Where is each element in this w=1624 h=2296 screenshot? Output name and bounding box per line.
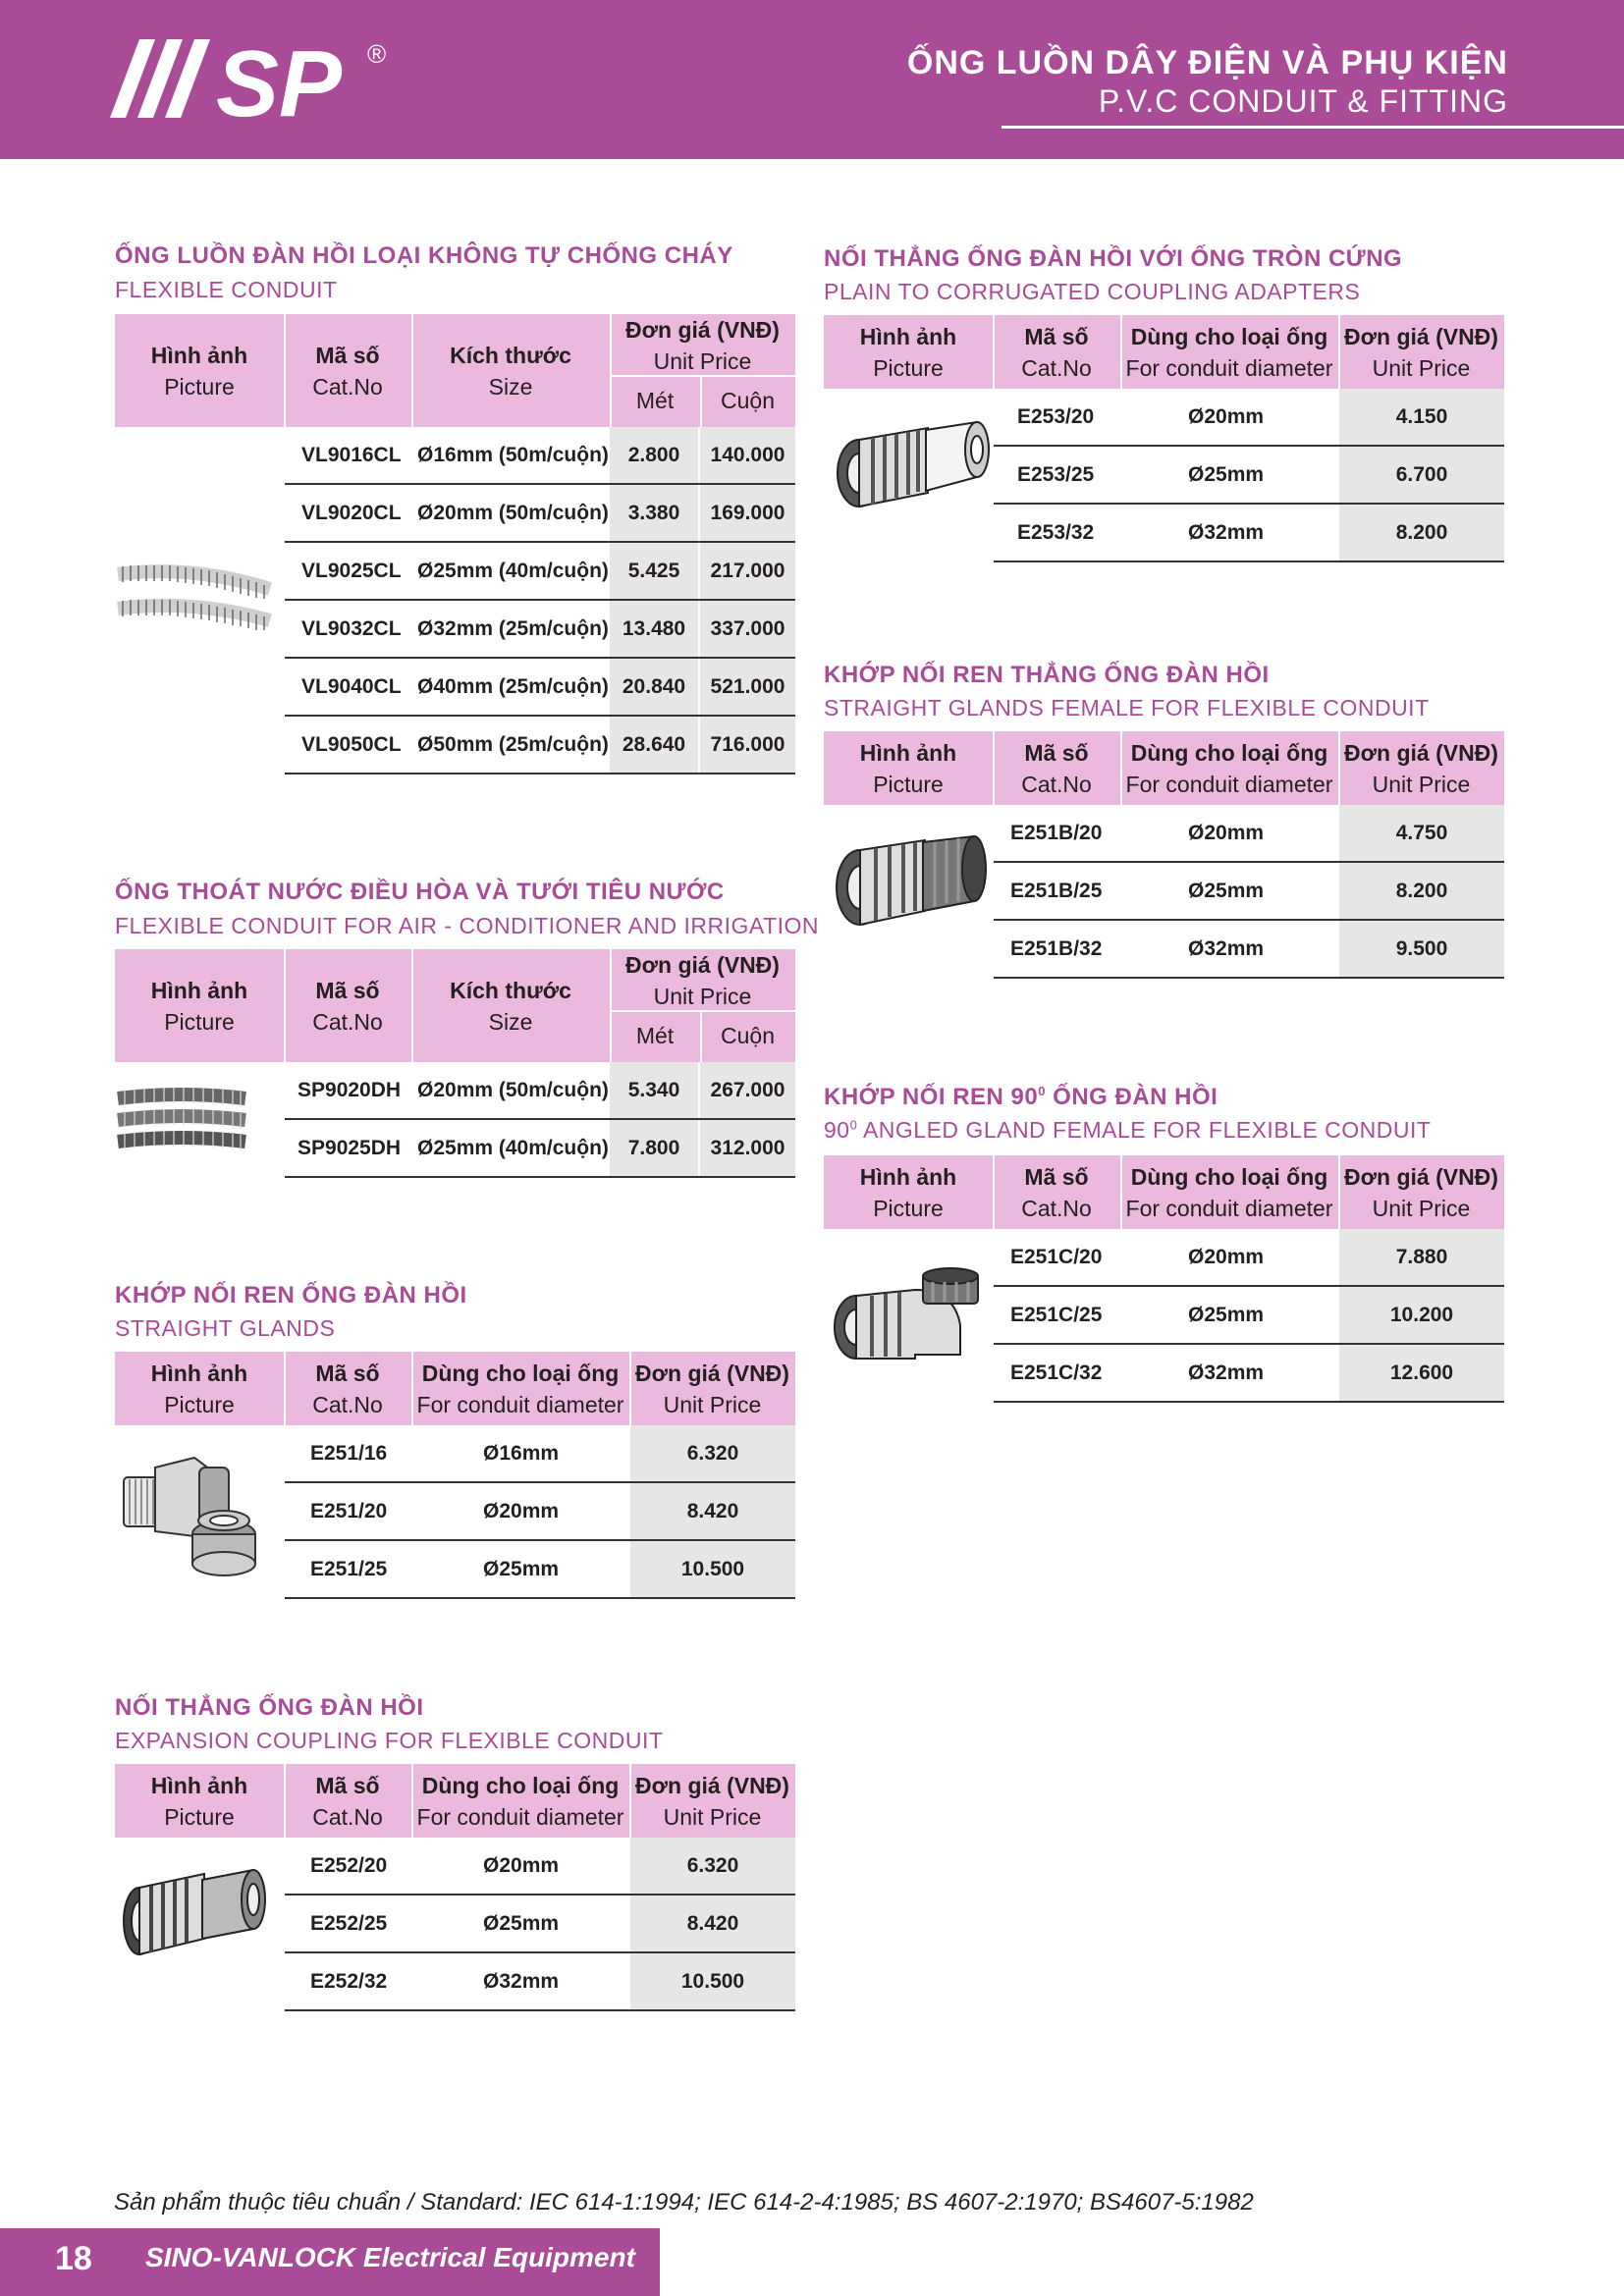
table-row: [994, 1345, 1504, 1403]
unit-price: 10.200: [1339, 1287, 1504, 1343]
unit-price: 4.750: [1339, 805, 1504, 861]
price-met: 2.800: [610, 427, 698, 483]
cat-no: E253/32: [1017, 521, 1095, 544]
s2-table: [115, 949, 795, 1062]
size: Ø20mm (50m/cuộn): [417, 502, 609, 524]
s5-col-price: Đơn giá (VNĐ) Unit Price: [1344, 324, 1498, 381]
header-underline: [1001, 126, 1624, 129]
unit-price: 10.500: [630, 1541, 795, 1597]
s2-col-cuon: Cuộn: [721, 1023, 775, 1048]
s5-table: [824, 315, 1504, 389]
table-row: [994, 447, 1504, 505]
cat-no: E251C/20: [1010, 1246, 1103, 1268]
diameter: Ø20mm: [1188, 822, 1265, 844]
table-row: [285, 485, 795, 543]
table-row: [994, 1229, 1504, 1287]
unit-price: 6.320: [630, 1425, 795, 1481]
cat-no: E251/20: [310, 1500, 388, 1522]
s3-table: [115, 1352, 795, 1425]
cat-no: VL9050CL: [301, 733, 402, 756]
table-row: [285, 1425, 795, 1483]
diameter: Ø25mm: [1188, 463, 1265, 486]
table-row: [285, 1541, 795, 1599]
s6-col-diameter: Dùng cho loại ống For conduit diameter: [1125, 740, 1333, 797]
table-row: [994, 505, 1504, 562]
diameter: Ø32mm: [1188, 521, 1265, 544]
s5-col-diameter: Dùng cho loại ống For conduit diameter: [1125, 324, 1333, 381]
table-row: [285, 543, 795, 601]
price-cuon: 337.000: [700, 601, 795, 657]
flexible-conduit-picture: [113, 560, 275, 638]
s4-table: [115, 1764, 795, 1838]
cat-no: E251C/25: [1010, 1304, 1103, 1326]
size: Ø16mm (50m/cuộn): [417, 444, 609, 466]
s7-col-picture: Hình ảnh Picture: [859, 1164, 957, 1221]
unit-price: 10.500: [630, 1953, 795, 2009]
s7-col-catno: Mã số Cat.No: [1021, 1164, 1092, 1221]
sp-logo: [110, 29, 405, 128]
header-bar: [0, 0, 1624, 159]
size: Ø50mm (25m/cuộn): [417, 733, 609, 756]
s6-title-vi: KHỚP NỐI REN THẲNG ỐNG ĐÀN HỒI: [824, 662, 1270, 688]
s4-col-picture: Hình ảnh Picture: [150, 1773, 248, 1830]
cat-no: SP9020DH: [298, 1079, 402, 1101]
price-cuon: 169.000: [700, 485, 795, 541]
cat-no: SP9025DH: [298, 1137, 402, 1159]
s1-title-en: FLEXIBLE CONDUIT: [115, 277, 338, 302]
s7-col-price: Đơn giá (VNĐ) Unit Price: [1344, 1164, 1498, 1221]
cat-no: VL9025CL: [301, 560, 402, 582]
expansion-coupling-picture: [116, 1860, 273, 1963]
price-cuon: 521.000: [700, 659, 795, 715]
s3-col-picture: Hình ảnh Picture: [150, 1361, 248, 1417]
registered-mark: ®: [367, 39, 387, 69]
diameter: Ø20mm: [483, 1854, 560, 1877]
price-cuon: 312.000: [700, 1120, 795, 1176]
s1-col-picture: Hình ảnh Picture: [150, 343, 248, 400]
size: Ø32mm (25m/cuộn): [417, 617, 609, 640]
table-row: [285, 1953, 795, 2011]
page-number: 18: [55, 2240, 92, 2277]
s6-col-picture: Hình ảnh Picture: [859, 740, 957, 797]
price-met: 3.380: [610, 485, 698, 541]
s3-title-vi: KHỚP NỐI REN ỐNG ĐÀN HỒI: [115, 1282, 467, 1308]
s2-col-met: Mét: [635, 1023, 675, 1048]
table-row: [994, 921, 1504, 979]
unit-price: 6.320: [630, 1838, 795, 1894]
s1-col-catno: Mã số Cat.No: [312, 343, 383, 400]
diameter: Ø16mm: [483, 1442, 560, 1465]
s7-title-vi: KHỚP NỐI REN $90^0$ ỐNG ĐÀN HỒI: [824, 1084, 1218, 1110]
diameter: Ø32mm: [483, 1970, 560, 1993]
cat-no: VL9040CL: [301, 675, 402, 698]
s4-col-catno: Mã số Cat.No: [312, 1773, 383, 1830]
size: Ø25mm (40m/cuộn): [417, 1137, 609, 1159]
s6-col-catno: Mã số Cat.No: [1021, 740, 1092, 797]
ac-conduit-picture: [113, 1085, 250, 1158]
s6-col-price: Đơn giá (VNĐ) Unit Price: [1344, 740, 1498, 797]
diameter: Ø32mm: [1188, 1362, 1265, 1384]
coupling-adapter-picture: [830, 412, 997, 510]
unit-price: 12.600: [1339, 1345, 1504, 1401]
s5-col-catno: Mã số Cat.No: [1021, 324, 1092, 381]
table-row: [994, 863, 1504, 921]
angled-gland-picture: [827, 1266, 994, 1369]
s2-col-catno: Mã số Cat.No: [312, 978, 383, 1035]
table-row: [285, 1483, 795, 1541]
company-name: SINO-VANLOCK Electrical Equipment: [145, 2242, 635, 2272]
cat-no: E251/16: [310, 1442, 388, 1465]
s7-col-diameter: Dùng cho loại ống For conduit diameter: [1125, 1164, 1333, 1221]
diameter: Ø20mm: [1188, 1246, 1265, 1268]
size: Ø40mm (25m/cuộn): [417, 675, 609, 698]
s1-col-size: Kích thước Size: [450, 343, 571, 400]
straight-gland-picture: [116, 1438, 263, 1580]
cat-no: VL9016CL: [301, 444, 402, 466]
s2-col-size: Kích thước Size: [450, 978, 571, 1035]
table-row: [285, 659, 795, 717]
s3-col-catno: Mã số Cat.No: [312, 1361, 383, 1417]
table-row: [285, 1896, 795, 1953]
price-met: 20.840: [610, 659, 698, 715]
diameter: Ø32mm: [1188, 937, 1265, 960]
diameter: Ø20mm: [483, 1500, 560, 1522]
cat-no: E251B/25: [1010, 880, 1103, 902]
cat-no: E251B/32: [1010, 937, 1103, 960]
price-met: 28.640: [610, 717, 698, 773]
table-row: [994, 389, 1504, 447]
cat-no: E253/20: [1017, 405, 1095, 428]
price-cuon: 140.000: [700, 427, 795, 483]
s5-title-en: PLAIN TO CORRUGATED COUPLING ADAPTERS: [824, 279, 1361, 304]
s4-col-price: Đơn giá (VNĐ) Unit Price: [635, 1773, 789, 1830]
cat-no: E251B/20: [1010, 822, 1103, 844]
price-cuon: 716.000: [700, 717, 795, 773]
diameter: Ø25mm: [483, 1912, 560, 1935]
cat-no: VL9032CL: [301, 617, 402, 640]
cat-no: E252/25: [310, 1912, 388, 1935]
s2-title-vi: ỐNG THOÁT NƯỚC ĐIỀU HÒA VÀ TƯỚI TIÊU NƯỚC: [115, 879, 725, 905]
price-met: 5.425: [610, 543, 698, 599]
unit-price: 8.420: [630, 1896, 795, 1951]
diameter: Ø25mm: [1188, 880, 1265, 902]
unit-price: 4.150: [1339, 389, 1504, 445]
s4-title-en: EXPANSION COUPLING FOR FLEXIBLE CONDUIT: [115, 1728, 664, 1753]
cat-no: E252/32: [310, 1970, 388, 1993]
s2-col-price: Đơn giá (VNĐ) Unit Price: [625, 952, 780, 1009]
unit-price: 9.500: [1339, 921, 1504, 977]
table-row: [285, 427, 795, 485]
unit-price: 8.420: [630, 1483, 795, 1539]
table-row: [285, 1838, 795, 1896]
price-cuon: 217.000: [700, 543, 795, 599]
s2-title-en: FLEXIBLE CONDUIT FOR AIR - CONDITIONER AND IRRIGATION: [115, 913, 820, 938]
unit-price: 6.700: [1339, 447, 1504, 503]
cat-no: E253/25: [1017, 463, 1095, 486]
table-row: [285, 717, 795, 774]
diameter: Ø20mm: [1188, 405, 1265, 428]
s5-col-picture: Hình ảnh Picture: [859, 324, 957, 381]
s6-table: [824, 731, 1504, 805]
cat-no: VL9020CL: [301, 502, 402, 524]
price-met: 5.340: [610, 1062, 698, 1118]
cat-no: E251/25: [310, 1558, 388, 1580]
header-title-vi: ỐNG LUỒN DÂY ĐIỆN VÀ PHỤ KIỆN: [906, 44, 1508, 81]
header-title: [907, 43, 1508, 120]
table-row: [285, 1120, 795, 1178]
s3-col-diameter: Dùng cho loại ống For conduit diameter: [416, 1361, 624, 1417]
s7-title-en: $90^0$ ANGLED GLAND FEMALE FOR FLEXIBLE CONDUIT: [824, 1117, 1432, 1143]
unit-price: 8.200: [1339, 505, 1504, 561]
standard-note: Sản phẩm thuộc tiêu chuẩn / Standard: IEC 614-1:1994; IEC 614-2-4:1985; BS 4607-2:1970; BS4607-5:1982: [114, 2189, 1254, 2216]
s1-col-price: Đơn giá (VNĐ) Unit Price: [625, 317, 780, 374]
table-row: [994, 805, 1504, 863]
table-row: [994, 1287, 1504, 1345]
s2-col-picture: Hình ảnh Picture: [150, 978, 248, 1035]
price-met: 13.480: [610, 601, 698, 657]
table-row: [285, 601, 795, 659]
unit-price: 8.200: [1339, 863, 1504, 919]
cat-no: E252/20: [310, 1854, 388, 1877]
s3-title-en: STRAIGHT GLANDS: [115, 1315, 336, 1341]
s4-col-diameter: Dùng cho loại ống For conduit diameter: [416, 1773, 624, 1830]
straight-gland-female-picture: [827, 825, 994, 933]
s3-col-price: Đơn giá (VNĐ) Unit Price: [635, 1361, 789, 1417]
size: Ø20mm (50m/cuộn): [417, 1079, 609, 1101]
header-title-en: P.V.C CONDUIT & FITTING: [1098, 83, 1508, 119]
s1-col-cuon: Cuộn: [721, 388, 775, 413]
diameter: Ø25mm: [483, 1558, 560, 1580]
price-cuon: 267.000: [700, 1062, 795, 1118]
s4-title-vi: NỐI THẲNG ỐNG ĐÀN HỒI: [115, 1694, 424, 1721]
s1-title-vi: ỐNG LUỒN ĐÀN HỒI LOẠI KHÔNG TỰ CHỐNG CHÁY: [115, 242, 733, 269]
s7-table: [824, 1155, 1504, 1229]
cat-no: E251C/32: [1010, 1362, 1103, 1384]
diameter: Ø25mm: [1188, 1304, 1265, 1326]
s6-title-en: STRAIGHT GLANDS FEMALE FOR FLEXIBLE CONDUIT: [824, 695, 1430, 721]
table-row: [285, 1062, 795, 1120]
s5-title-vi: NỐI THẲNG ỐNG ĐÀN HỒI VỚI ỐNG TRÒN CỨNG: [824, 245, 1403, 272]
price-met: 7.800: [610, 1120, 698, 1176]
size: Ø25mm (40m/cuộn): [417, 560, 609, 582]
s1-col-met: Mét: [635, 388, 675, 413]
logo-text: SP: [216, 31, 343, 128]
unit-price: 7.880: [1339, 1229, 1504, 1285]
